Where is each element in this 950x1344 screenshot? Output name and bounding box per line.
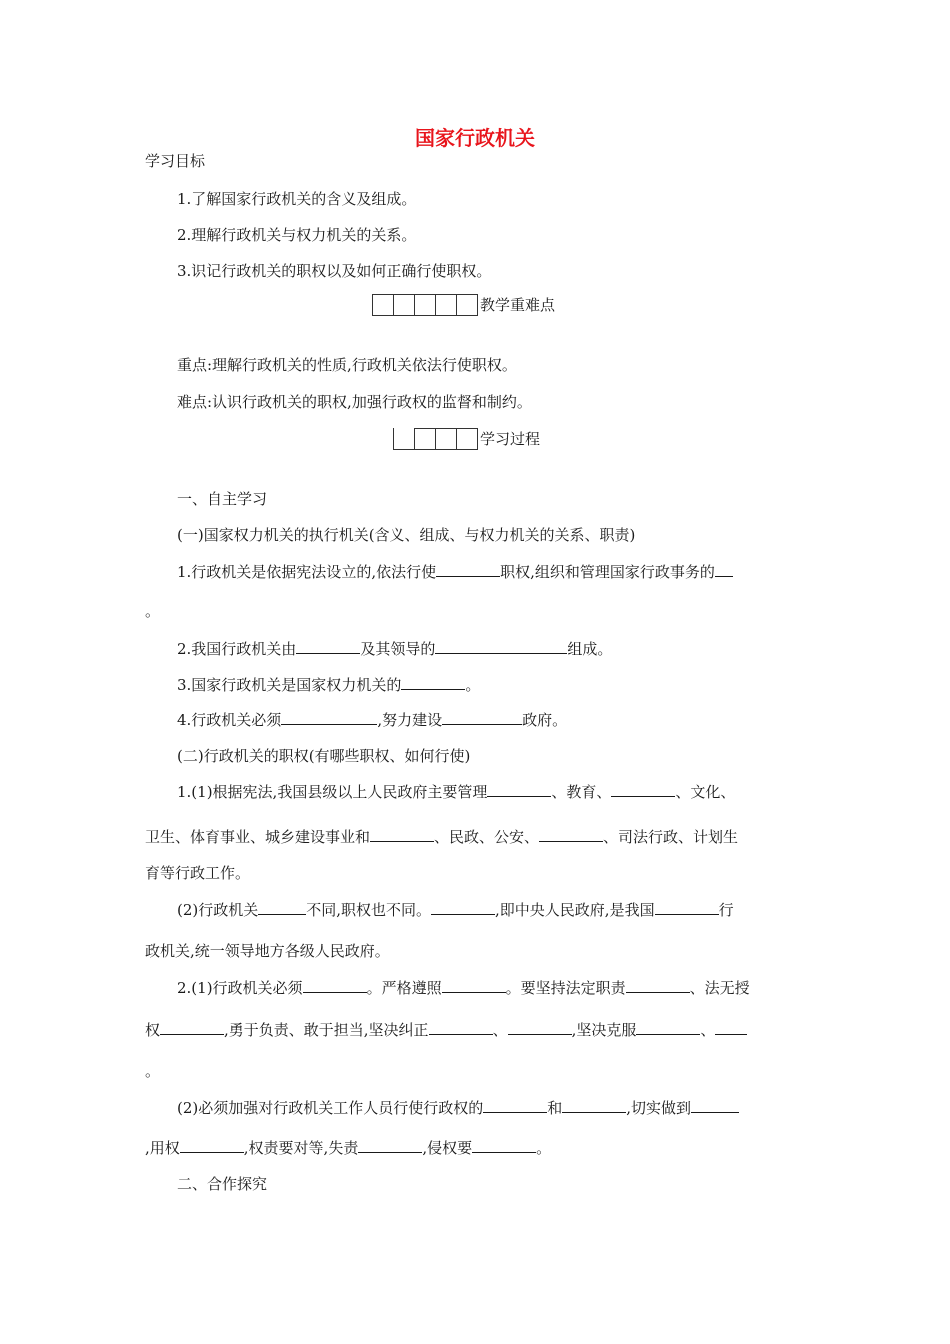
question-2: 2.我国行政机关由 及其领导的 组成。 (177, 640, 613, 658)
goal-item: 1.了解国家行政机关的含义及组成。 (177, 190, 417, 208)
banner-label: 教学重难点 (480, 296, 556, 314)
blank (442, 709, 522, 725)
section-heading: 一、自主学习 (177, 490, 268, 508)
blank (472, 1137, 536, 1153)
blank (358, 1137, 422, 1153)
paragraph-3-line-3: 。 (145, 1062, 161, 1080)
blank (655, 899, 719, 915)
paragraph-3-line-2: 权 ,勇于负责、敢于担当,坚决纠正 、 ,坚决克服 、 (145, 1019, 747, 1041)
section-banner-process (393, 428, 540, 450)
paragraph-4-line-2: ,用权 ,权责要对等,失责 ,侵权要 。 (145, 1139, 552, 1157)
blank (539, 826, 603, 842)
blank (715, 561, 733, 577)
banner-boxes (393, 428, 477, 450)
paragraph-3-line-1: 2.(1)行政机关必须 。严格遵照 。要坚持法定职责 、法无授 (177, 979, 750, 997)
blank (436, 561, 500, 577)
paragraph-4-line-1: (2)必须加强对行政机关工作人员行使行政权的 和 ,切实做到 (177, 1097, 739, 1119)
paragraph-2-line-2: 政机关,统一领导地方各级人民政府。 (145, 942, 390, 960)
blank (303, 977, 367, 993)
blank (508, 1019, 572, 1035)
paragraph-1-line-2: 卫生、体育事业、城乡建设事业和 、民政、公安、 、司法行政、计划生 (145, 828, 739, 846)
goal-item: 2.理解行政机关与权力机关的关系。 (177, 226, 417, 244)
blank (296, 638, 360, 654)
blank (611, 781, 675, 797)
subsection-heading: (一)国家权力机关的执行机关(含义、组成、与权力机关的关系、职责) (177, 526, 636, 544)
blank (281, 709, 377, 725)
section-heading: 二、合作探究 (177, 1175, 268, 1193)
paragraph-2-line-1: (2)行政机关 不同,职权也不同。 ,即中央人民政府,是我国 行 (177, 901, 734, 919)
blank (715, 1019, 747, 1035)
blank (370, 826, 434, 842)
blank (160, 1019, 224, 1035)
blank (435, 638, 567, 654)
blank (487, 781, 551, 797)
blank (431, 899, 495, 915)
question-4: 4.行政机关必须 ,努力建设 政府。 (177, 711, 568, 729)
blank (401, 674, 465, 690)
banner-label: 学习过程 (480, 430, 541, 448)
goal-item: 3.识记行政机关的职权以及如何正确行使职权。 (177, 262, 492, 280)
blank (180, 1137, 244, 1153)
banner-boxes (372, 294, 477, 316)
blank (691, 1097, 739, 1113)
question-1: 1.行政机关是依据宪法设立的,依法行使 职权,组织和管理国家行政事务的 (177, 561, 733, 583)
goals-heading: 学习目标 (145, 152, 206, 170)
difficult-point: 难点:认识行政机关的职权,加强行政权的监督和制约。 (177, 393, 532, 411)
page-title: 国家行政机关 (415, 126, 535, 150)
blank (626, 977, 690, 993)
question-1-end: 。 (145, 602, 161, 620)
key-point: 重点:理解行政机关的性质,行政机关依法行使职权。 (177, 356, 517, 374)
paragraph-1-line-1: 1.(1)根据宪法,我国县级以上人民政府主要管理 、教育、 、文化、 (177, 783, 736, 801)
section-banner-key-points (372, 294, 555, 316)
subsection-heading: (二)行政机关的职权(有哪些职权、如何行使) (177, 747, 471, 765)
question-3: 3.国家行政机关是国家权力机关的 。 (177, 676, 481, 694)
paragraph-1-line-3: 育等行政工作。 (145, 864, 251, 882)
blank (562, 1097, 626, 1113)
blank (636, 1019, 700, 1035)
blank (442, 977, 506, 993)
blank (483, 1097, 547, 1113)
blank (429, 1019, 493, 1035)
blank (258, 899, 306, 915)
